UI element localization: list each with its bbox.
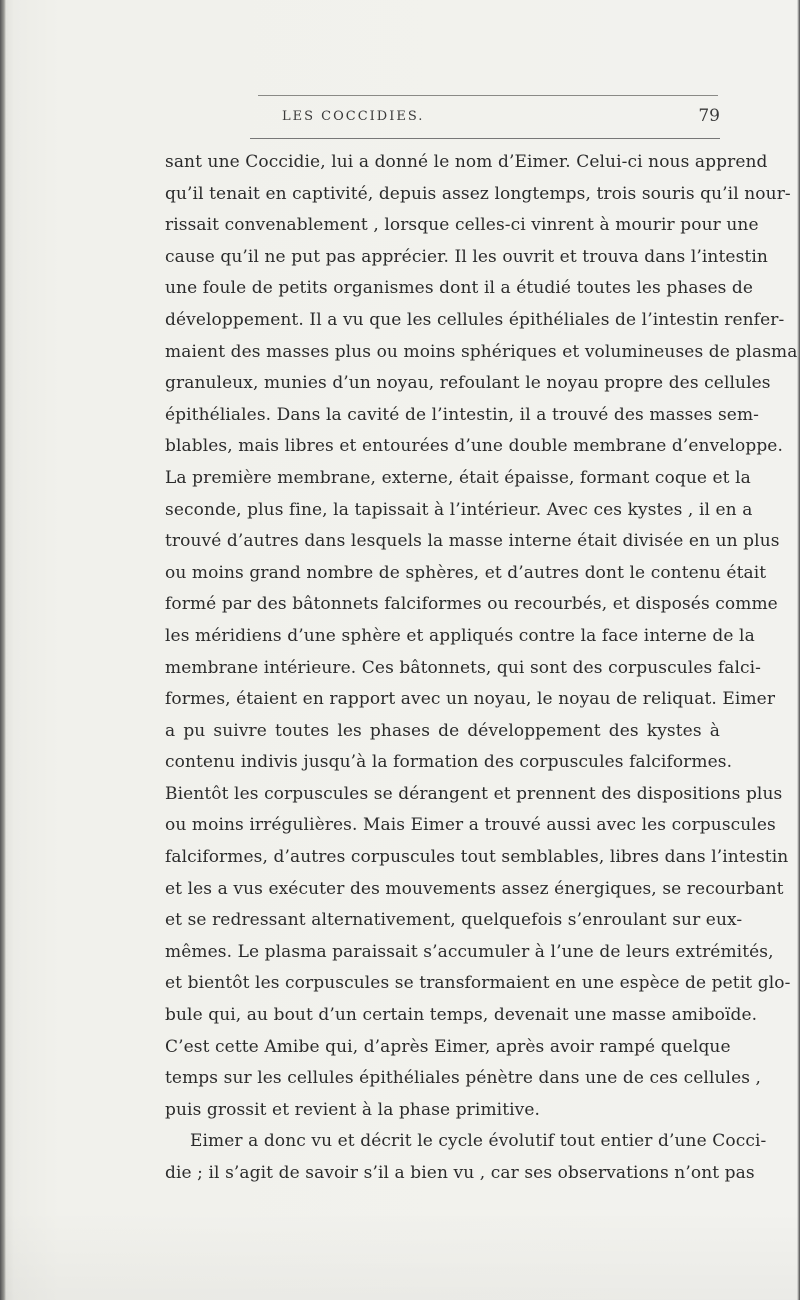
page-binding-edge (0, 0, 6, 1300)
text-line: et bientôt les corpuscules se transformaient en une espèce de petit glo- (165, 973, 791, 994)
text-line: bule qui, au bout d’un certain temps, devenait une masse amiboïde. (165, 1005, 758, 1026)
text-line: sant une Coccidie, lui a donné le nom d’Eimer. Celui-ci nous apprend (165, 152, 768, 172)
text-line: ou moins grand nombre de sphères, et d’autres dont le contenu était (165, 562, 767, 583)
text-line: trouvé d’autres dans lesquels la masse interne était divisée en un plus (165, 531, 780, 552)
text-line: C’est cette Amibe qui, d’après Eimer, après avoir rampé quelque (165, 1036, 731, 1057)
text-line: et les a vus exécuter des mouvements assez énergiques, se recourbant (165, 878, 784, 899)
text-line: La première membrane, externe, était épaisse, formant coque et la (165, 467, 751, 488)
text-line: mêmes. Le plasma paraissait s’accumuler à l’une de leurs extrémités, (165, 941, 774, 962)
running-header (160, 103, 720, 133)
text-line: a pu suivre toutes les phases de développement des kystes à (165, 720, 720, 741)
text-line: temps sur les cellules épithéliales pénètre dans une de ces cellules , (165, 1068, 762, 1089)
text-line: contenu indivis jusqu’à la formation des corpuscules falciformes. (165, 752, 733, 773)
text-line: épithéliales. Dans la cavité de l’intestin, il a trouvé des masses sem- (165, 404, 760, 425)
text-line: puis grossit et revient à la phase primitive. (165, 1099, 541, 1120)
text-line: formé par des bâtonnets falciformes ou recourbés, et disposés comme (165, 594, 778, 615)
header-rule (250, 138, 720, 139)
text-line: formes, étaient en rapport avec un noyau, le noyau de reliquat. Eimer (165, 689, 776, 710)
text-line: rissait convenablement , lorsque celles-ci vinrent à mourir pour une (165, 215, 759, 236)
text-line: die ; il s’agit de savoir s’il a bien vu , car ses observations n’ont pas (165, 1163, 755, 1183)
text-line: cause qu’il ne put pas apprécier. Il les ouvrit et trouva dans l’intestin (165, 246, 768, 267)
text-line: ou moins irrégulières. Mais Eimer a trouvé aussi avec les corpuscules (165, 815, 776, 836)
text-line: maient des masses plus ou moins sphériques et volumineuses de plasma (165, 341, 798, 362)
scan-shadow (0, 1210, 800, 1300)
text-line: seconde, plus fine, la tapissait à l’intérieur. Avec ces kystes , il en a (165, 499, 753, 520)
text-line: granuleux, munies d’un noyau, refoulant le noyau propre des cellules (165, 373, 771, 394)
body-text (165, 147, 798, 1190)
text-line: les méridiens d’une sphère et appliqués contre la face interne de la (165, 625, 755, 646)
text-line: qu’il tenait en captivité, depuis assez longtemps, trois souris qu’il nour- (165, 183, 791, 204)
running-title: LES COCCIDIES. (282, 109, 425, 124)
text-line: développement. Il a vu que les cellules épithéliales de l’intestin renfer- (165, 309, 785, 330)
top-rule (258, 95, 718, 96)
text-line: Eimer a donc vu et décrit le cycle évolutif tout entier d’une Cocci- (190, 1131, 767, 1152)
text-line: Bientôt les corpuscules se dérangent et prennent des dispositions plus (165, 783, 783, 804)
text-line: une foule de petits organismes dont il a étudié toutes les phases de (165, 278, 754, 299)
text-line: blables, mais libres et entourées d’une double membrane d’enveloppe. (165, 436, 783, 457)
text-line: membrane intérieure. Ces bâtonnets, qui sont des corpuscules falci- (165, 657, 761, 678)
text-line: et se redressant alternativement, quelquefois s’enroulant sur eux- (165, 910, 743, 931)
text-line: falciformes, d’autres corpuscules tout semblables, libres dans l’intestin (165, 847, 789, 868)
page-number: 79 (698, 106, 720, 126)
